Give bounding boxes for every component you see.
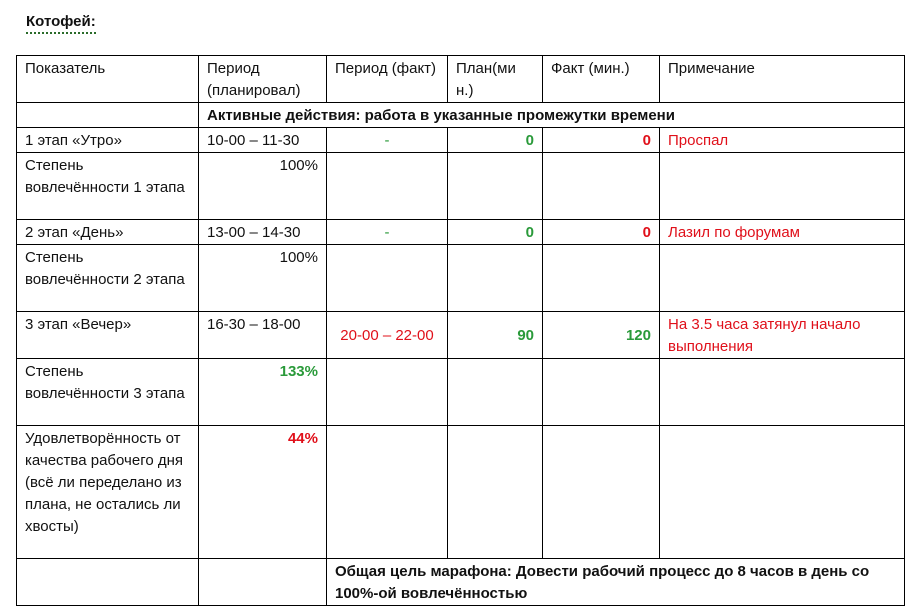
table-row <box>17 153 905 220</box>
section-row <box>17 103 905 128</box>
marathon-goal: Общая цель марафона: Довести рабочий процесс до 8 часов в день со 100%-ой вовлечённостью <box>327 559 905 606</box>
engagement1-value: 100% <box>199 153 327 220</box>
stage3-fact-min: 120 <box>543 312 660 359</box>
engagement3-name: Степень вовлечённости 3 этапа <box>17 359 199 426</box>
table-row <box>17 312 905 359</box>
stage2-name: 2 этап «День» <box>17 220 199 245</box>
stage2-fact-min: 0 <box>543 220 660 245</box>
stage2-plan: 13-00 – 14-30 <box>199 220 327 245</box>
stage1-note: Проспал <box>660 128 905 153</box>
stage2-note: Лазил по форумам <box>660 220 905 245</box>
stage3-fact: 20-00 – 22-00 <box>327 312 448 359</box>
engagement2-value: 100% <box>199 245 327 312</box>
engagement1-name: Степень вовлечённости 1 этапа <box>17 153 199 220</box>
stage1-fact-min: 0 <box>543 128 660 153</box>
header-plan-min: План(ми н.) <box>448 56 543 103</box>
goal-row <box>17 559 905 606</box>
stage3-plan: 16-30 – 18-00 <box>199 312 327 359</box>
engagement3-value: 133% <box>199 359 327 426</box>
stage1-plan: 10-00 – 11-30 <box>199 128 327 153</box>
table-row <box>17 220 905 245</box>
stage1-name: 1 этап «Утро» <box>17 128 199 153</box>
header-period-fact: Период (факт) <box>327 56 448 103</box>
stage3-plan-min: 90 <box>448 312 543 359</box>
header-period-plan: Период (планировал) <box>199 56 327 103</box>
satisfaction-value: 44% <box>199 426 327 559</box>
stage2-fact: - <box>327 220 448 245</box>
table-row <box>17 245 905 312</box>
header-note: Примечание <box>660 56 905 103</box>
schedule-table <box>16 55 905 606</box>
header-fact-min: Факт (мин.) <box>543 56 660 103</box>
stage2-plan-min: 0 <box>448 220 543 245</box>
table-row <box>17 359 905 426</box>
engagement2-name: Степень вовлечённости 2 этапа <box>17 245 199 312</box>
table-row <box>17 128 905 153</box>
table-row <box>17 426 905 559</box>
stage1-fact: - <box>327 128 448 153</box>
stage3-name: 3 этап «Вечер» <box>17 312 199 359</box>
document-title: Котофей: <box>26 12 96 34</box>
header-row <box>17 56 905 103</box>
section-label: Активные действия: работа в указанные промежутки времени <box>199 103 905 128</box>
stage3-note: На 3.5 часа затянул начало выполнения <box>660 312 905 359</box>
satisfaction-name: Удовлетворённость от качества рабочего дня (всё ли переделано из плана, не остались ли хвосты) <box>17 426 199 559</box>
stage1-plan-min: 0 <box>448 128 543 153</box>
header-metric: Показатель <box>17 56 199 103</box>
